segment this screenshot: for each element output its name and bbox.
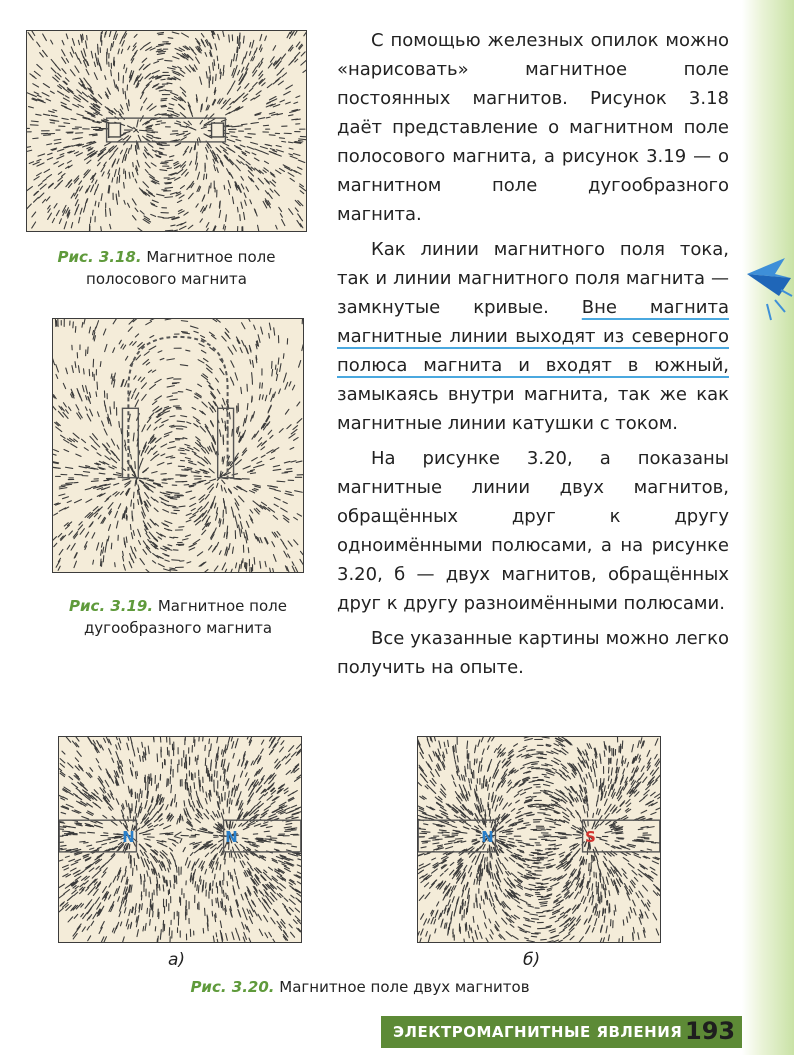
- figure-3-20b-label: б): [523, 950, 541, 970]
- figure-3-20a-image: [58, 736, 302, 943]
- paragraph-2: [337, 235, 729, 438]
- figure-3-20a-label: а): [168, 950, 186, 970]
- figure-3-19-number: Рис. 3.19.: [69, 597, 154, 615]
- body-text: [337, 26, 729, 688]
- paragraph-2-start: Как линии магнитного поля тока, так и линии магнитного поля магнита — замкнутые кривые.: [337, 239, 729, 318]
- figure-3-20-caption-text: Магнитное поле двух магнитов: [279, 978, 530, 996]
- figure-3-20b-image: [417, 736, 661, 943]
- pole-label-a-right: N: [225, 827, 238, 846]
- highlighted-rule: Вне магнита магнитные линии выходят из северного полюса магнита и входят в южный,: [337, 297, 729, 376]
- arrow-marker-icon: [745, 252, 794, 330]
- pole-label-b-left: N: [481, 827, 494, 846]
- paragraph-3: На рисунке 3.20, а показаны магнитные линии двух магнитов, обращённых друг к другу одноимёнными полюсами, а на рисунке 3.20, б — двух магнитов, обращённых друг к другу разноимёнными полюсами.: [337, 448, 729, 614]
- pole-label-a-left: N: [122, 827, 135, 846]
- figure-3-18-caption-text: Магнитное поле полосового магнита: [86, 248, 276, 288]
- figure-3-18-number: Рис. 3.18.: [57, 248, 142, 266]
- figure-3-19-caption-text: Магнитное поле дугообразного магнита: [83, 597, 287, 637]
- paragraph-4: Все указанные картины можно легко получить на опыте.: [337, 628, 729, 678]
- figure-3-20-number: Рис. 3.20.: [190, 978, 275, 996]
- figure-3-19-caption: [52, 595, 304, 639]
- paragraph-2-end: замыкаясь внутри магнита, так же как магнитные линии катушки с током.: [337, 384, 729, 434]
- figure-3-20-caption: [120, 976, 600, 998]
- footer-section-title: ЭЛЕКТРОМАГНИТНЫЕ ЯВЛЕНИЯ: [393, 1023, 683, 1041]
- figure-3-18-image: [26, 30, 307, 232]
- page-number: 193: [685, 1017, 736, 1045]
- figure-3-19-image: [52, 318, 304, 573]
- figure-3-18-caption: [26, 246, 307, 290]
- side-decor-strip: [742, 0, 794, 1055]
- paragraph-1: С помощью железных опилок можно «нарисовать» магнитное поле постоянных магнитов. Рисунок 3.18 даёт представление о магнитном поле полосового магнита, а рисунок 3.19 — о магнитном поле дугообразного магнита.: [337, 30, 729, 225]
- pole-label-b-right: S: [585, 827, 596, 846]
